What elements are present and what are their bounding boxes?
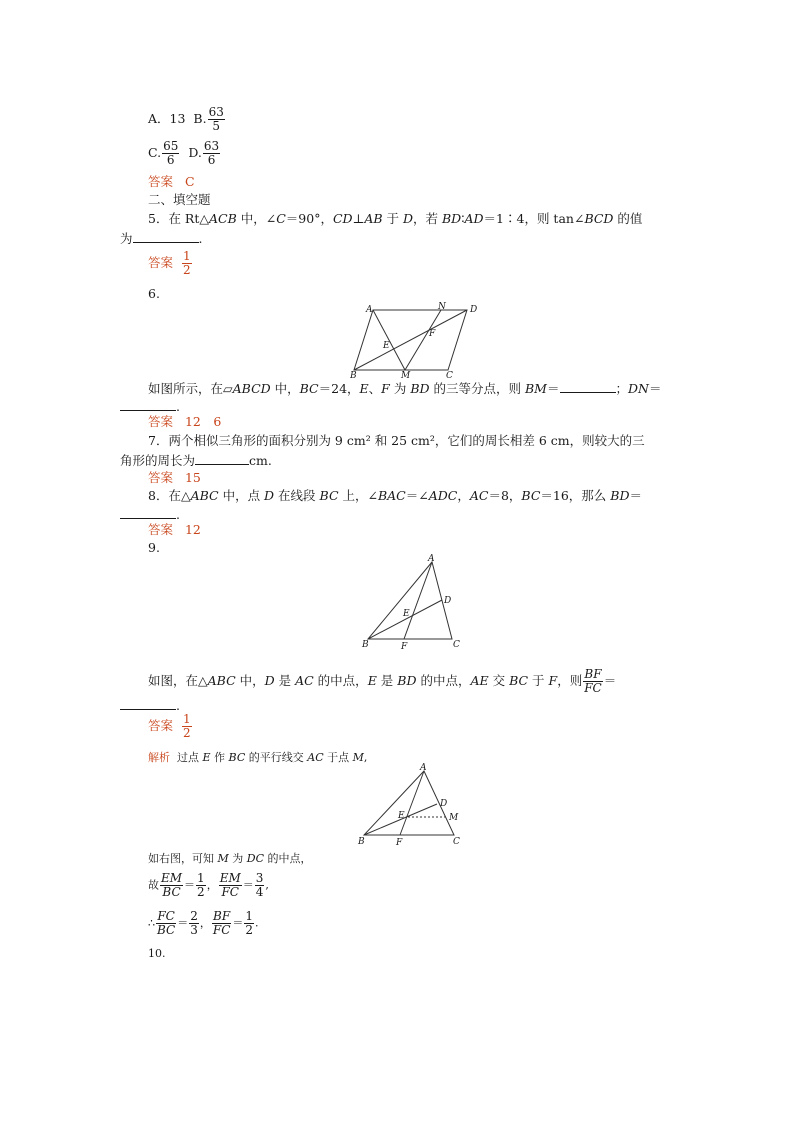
label-c: C	[446, 371, 453, 378]
q9-solution-line3: ∴ $\frac{FC}{BC}$ ＝ $\frac{2}{3}$ ， $\frac{BF}{FC}$ ＝ $\frac{1}{2}$ .	[148, 909, 259, 937]
fraction-bf-fc: $\frac{BF}{FC}$	[212, 909, 231, 937]
label-b: B	[362, 640, 369, 650]
triangle-abc	[368, 562, 452, 639]
q10-number: 10.	[148, 947, 166, 960]
q9-bf-fc-fraction: $\frac{BF}{FC}$	[584, 667, 602, 695]
label-f: F	[401, 642, 408, 652]
q4-answer: 答案 C	[148, 174, 195, 189]
q4-b-fraction: $\frac{63}{5}$	[208, 105, 224, 133]
q6-blank-bm	[560, 380, 616, 393]
label-b: B	[350, 371, 357, 378]
q6-line1: 如图所示，在▱ABCD 中，BC＝24，E、F 为 BD 的三等分点，则 BM＝ ；DN＝	[148, 381, 662, 396]
fraction-em-fc: $\frac{EM}{FC}$	[219, 871, 241, 899]
segment-af-2	[400, 771, 424, 835]
segment-bd	[368, 600, 442, 639]
q9-analysis: 解析 过点 E 作 BC 的平行线交 AC 于点 M,	[148, 751, 368, 764]
q5-blank	[133, 230, 199, 243]
q9-solution-line1: 如右图，可知 M 为 DC 的中点，	[148, 852, 312, 865]
q5-answer-fraction: $\frac{1}{2}$	[182, 249, 191, 277]
label-a-2: A	[420, 763, 427, 773]
segment-am	[373, 310, 405, 370]
q9-line1: 如图，在△ABC 中，D 是 AC 的中点，E 是 BD 的中点，AE 交 BC 于 F，则 $\frac{BF}{FC}$ ＝	[148, 667, 617, 695]
q5-line2: 为 .	[120, 231, 203, 246]
q4-d-fraction: $\frac{63}{6}$	[203, 139, 220, 167]
fraction-3-4: $\frac{3}{4}$	[255, 871, 264, 899]
q5-answer: 答案 $\frac{1}{2}$	[148, 249, 191, 277]
fraction-1-2-b: $\frac{1}{2}$	[245, 909, 254, 937]
label-d-2: D	[440, 799, 448, 809]
section-title: 二、填空题	[148, 192, 211, 207]
label-f: F	[429, 329, 436, 339]
q4-c-fraction: $\frac{65}{6}$	[163, 139, 179, 167]
label-d: D	[470, 305, 478, 315]
label-m-2: M	[449, 813, 459, 823]
q9-triangle-figure	[360, 552, 470, 652]
q7-blank	[195, 452, 249, 465]
q8-line2: .	[120, 506, 180, 523]
label-d: D	[444, 596, 452, 606]
label-e: E	[383, 341, 390, 351]
q6-number: 6.	[148, 286, 160, 301]
label-c: C	[453, 640, 460, 650]
label-a: A	[366, 305, 373, 315]
q9-answer-fraction: $\frac{1}{2}$	[182, 712, 191, 740]
q9-solution-line2: 故 $\frac{EM}{BC}$ ＝ $\frac{1}{2}$ ， $\frac{EM}{FC}$ ＝ $\frac{3}{4}$ ,	[148, 871, 269, 899]
q6-blank-dn	[120, 398, 176, 411]
fraction-2-3: $\frac{2}{3}$	[190, 909, 198, 937]
q6-parallelogram-figure	[350, 302, 480, 378]
label-a: A	[428, 554, 435, 564]
segment-af	[404, 562, 432, 639]
q4-options-ab: A．13 B. $\frac{63}{5}$	[148, 105, 224, 133]
label-b-2: B	[358, 837, 365, 847]
q9-line2: .	[120, 697, 180, 714]
fraction-1-2: $\frac{1}{2}$	[197, 871, 205, 899]
q5-line1: 5．在 Rt△ACB 中，∠C＝90°，CD⊥AB 于 D，若 BD∶AD＝1∶4，则 tan∠BCD 的值	[148, 211, 643, 226]
q9-number: 9.	[148, 540, 160, 555]
label-n: N	[438, 302, 446, 312]
q8-line1: 8．在△ABC 中，点 D 在线段 BC 上，∠BAC＝∠ADC，AC＝8，BC＝16，那么 BD＝	[148, 488, 643, 503]
label-e-2: E	[398, 811, 405, 821]
q7-answer: 答案 15	[148, 470, 201, 485]
q9-answer: 答案 $\frac{1}{2}$	[148, 712, 191, 740]
label-c-2: C	[453, 837, 460, 847]
q9-blank	[120, 697, 176, 710]
fraction-fc-bc: $\frac{FC}{BC}$	[157, 909, 176, 937]
q4-options-cd: C. $\frac{65}{6}$ D. $\frac{63}{6}$	[148, 139, 220, 167]
q7-line1: 7．两个相似三角形的面积分别为 9 cm² 和 25 cm²，它们的周长相差 6 cm，则较大的三	[148, 433, 645, 448]
fraction-em-bc: $\frac{EM}{BC}$	[161, 871, 183, 899]
q8-answer: 答案 12	[148, 522, 201, 537]
label-f-2: F	[396, 838, 403, 848]
label-e: E	[403, 609, 410, 619]
q9-analysis-figure	[356, 762, 466, 848]
q6-answer: 答案 12 6	[148, 414, 222, 429]
q7-line2: 角形的周长为 cm.	[120, 453, 272, 468]
q6-line2: .	[120, 398, 180, 415]
label-m: M	[401, 371, 411, 378]
q8-blank	[120, 506, 176, 519]
